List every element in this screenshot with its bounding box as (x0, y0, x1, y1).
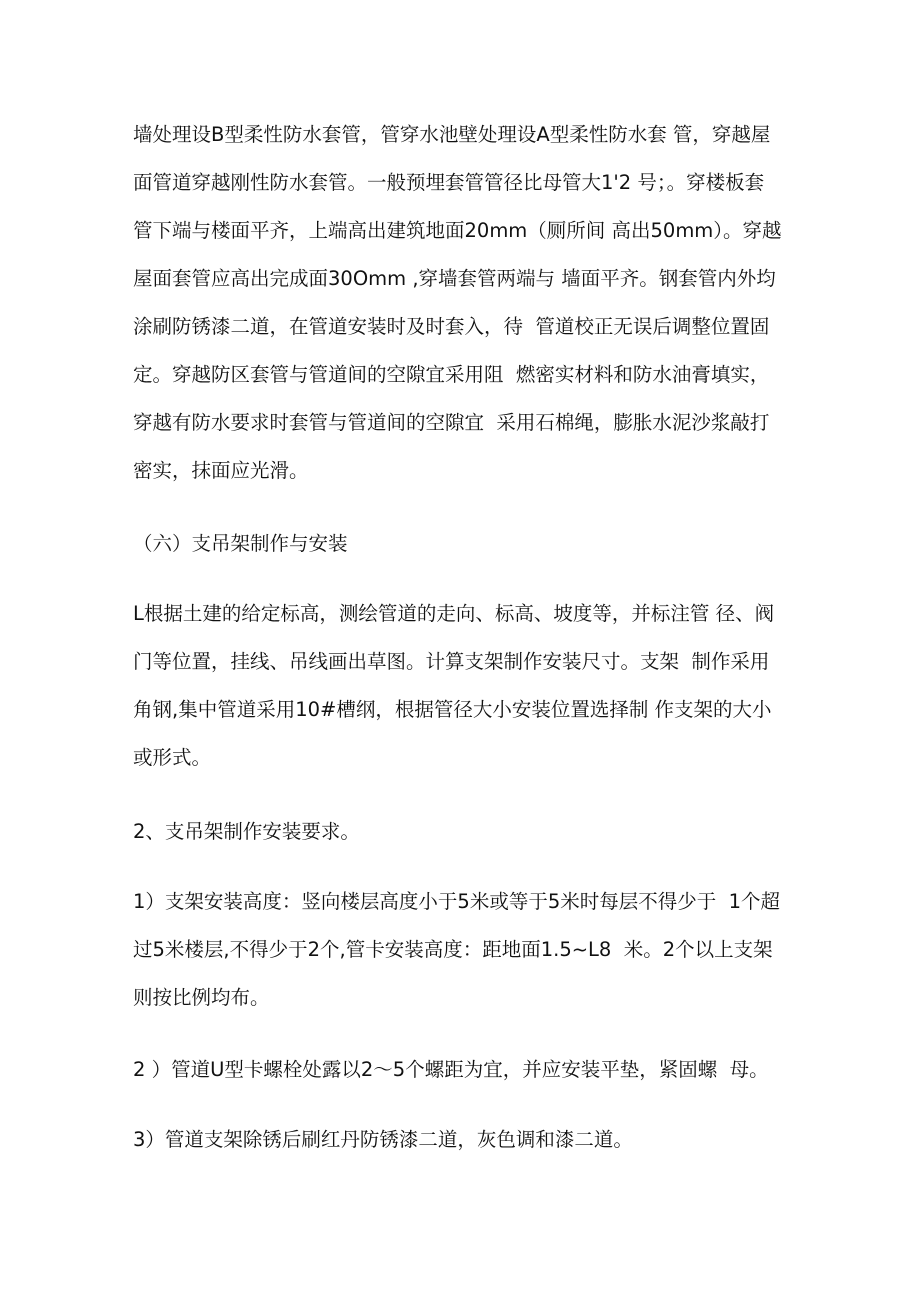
paragraph-line: 穿越有防水要求时套管与管道间的空隙宜 采用石棉绳，膨胀水泥沙浆敲打 (133, 411, 770, 434)
list-item-heading: 2、支吊架制作安装要求。 (133, 820, 360, 843)
paragraph-line: L根据土建的给定标高，测绘管道的走向、标高、坡度等，并标注管 径、阀 (133, 602, 775, 625)
list-item-line: 则按比例均布。 (133, 986, 270, 1009)
paragraph-line: 涂刷防锈漆二道，在管道安装时及时套入，待 管道校正无误后调整位置固 (133, 315, 770, 338)
paragraph-line: 管下端与楼面平齐，上端高出建筑地面20mm（厕所间 高出50mm）。穿越 (133, 219, 782, 242)
paragraph-line: 密实，抹面应光滑。 (133, 459, 309, 482)
list-item-line: 2 ）管道U型卡螺栓处露以2～5个螺距为宜，并应安装平垫，紧固螺 母。 (133, 1058, 769, 1081)
paragraph-line: 墙处理设B型柔性防水套管，管穿水池壁处理设A型柔性防水套 管，穿越屋 (133, 123, 771, 146)
paragraph-line: 定。穿越防区套管与管道间的空隙宜采用阻 燃密实材料和防水油膏填实， (133, 363, 770, 386)
paragraph-line: 门等位置，挂线、吊线画出草图。计算支架制作安装尺寸。支架 制作采用 (133, 650, 770, 673)
paragraph-line: 或形式。 (133, 746, 212, 769)
paragraph-line: 角钢,集中管道采用10#槽纲，根据管径大小安装位置选择制 作支架的大小 (133, 698, 772, 721)
list-item-line: 3）管道支架除锈后刷红丹防锈漆二道，灰色调和漆二道。 (133, 1128, 633, 1151)
paragraph-line: 面管道穿越刚性防水套管。一般预埋套管管径比母管大1'2 号；。穿楼板套 (133, 171, 765, 194)
section-heading: （六）支吊架制作与安装 (133, 532, 348, 555)
list-item-line: 过5米楼层,不得少于2个,管卡安装高度：距地面1.5~L8 米。2个以上支架 (133, 938, 773, 961)
paragraph-line: 屋面套管应高出完成面30Omm ,穿墙套管两端与 墙面平齐。钢套管内外均 (133, 267, 776, 290)
list-item-line: 1）支架安装高度：竖向楼层高度小于5米或等于5米时每层不得少于 1个超 (133, 890, 781, 913)
